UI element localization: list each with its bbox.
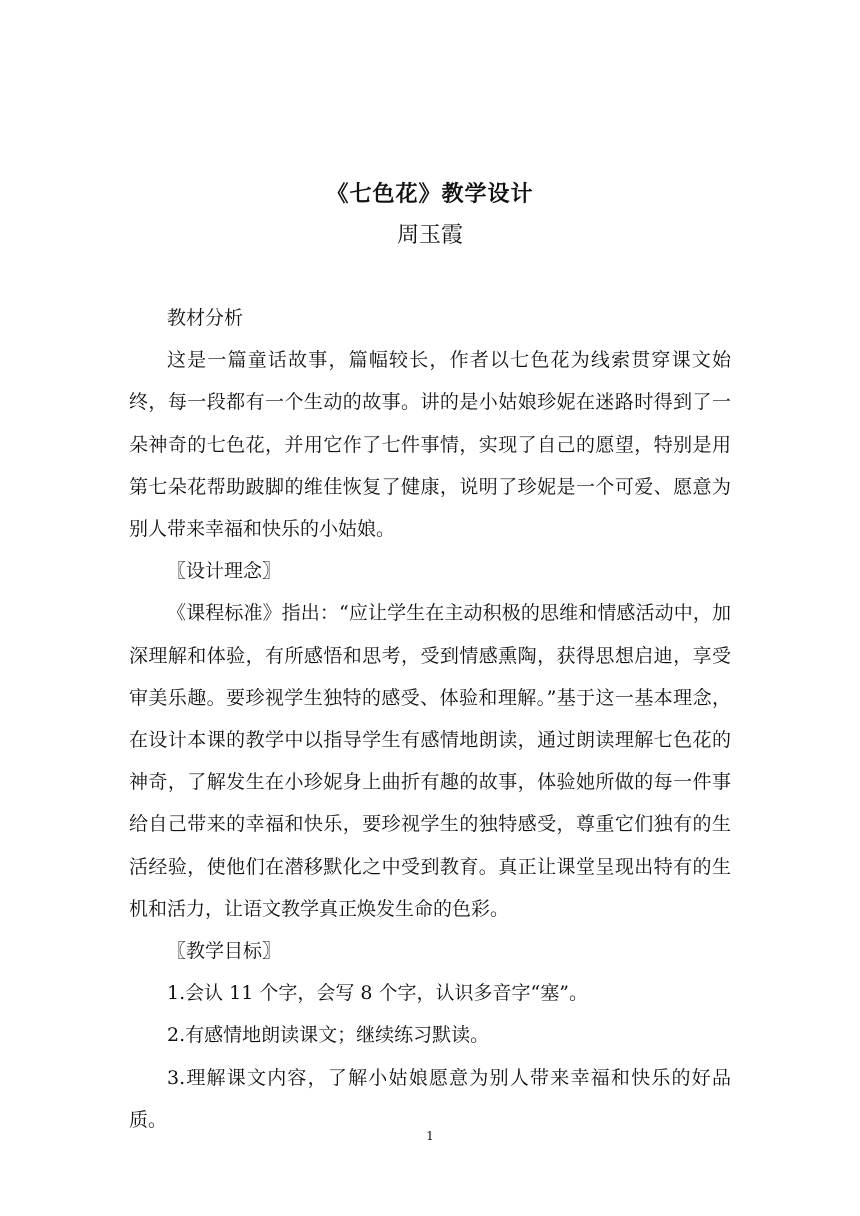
- teaching-goal-item: 3.理解课文内容，了解小姑娘愿意为别人带来幸福和快乐的好品质。: [129, 1066, 731, 1131]
- section-heading-teaching-goals: 〖教学目标〗: [167, 940, 282, 963]
- paragraph-textbook-analysis: 这是一篇童话故事，篇幅较长，作者以七色花为线索贯穿课文始终，每一段都有一个生动的故事。讲的是小姑娘珍妮在迷路时得到了一朵神奇的七色花，并用它作了七件事情，实现了自己的愿望，特别是用第七朵花帮助跛脚的维佳恢复了健康，说明了珍妮是一个可爱、愿意为别人带来幸福和快乐的小姑娘。: [129, 349, 731, 541]
- paragraph-design-concept: 《课程标准》指出：“应让学生在主动积极的思维和情感活动中，加深理解和体验，有所感悟和思考，受到情感熏陶，获得思想启迪，享受审美乐趣。要珍视学生独特的感受、体验和理解。”基于这一基本理念，在设计本课的教学中以指导学生有感情地朗读，通过朗读理解七色花的神奇，了解发生在小珍妮身上曲折有趣的故事，体验她所做的每一件事给自己带来的幸福和快乐，要珍视学生的独特感受，尊重它们独有的生活经验，使他们在潜移默化之中受到教育。真正让课堂呈现出特有的生机和活力，让语文教学真正焕发生命的色彩。: [129, 602, 731, 920]
- section-heading-textbook-analysis: 教材分析: [167, 307, 244, 329]
- teaching-goal-item: 2.有感情地朗读课文；继续练习默读。: [167, 1024, 490, 1047]
- document-author: 周玉霞: [396, 223, 463, 248]
- document-body: [129, 297, 731, 1141]
- page-number: 1: [426, 1129, 434, 1143]
- section-heading-design-concept: 〖设计理念〗: [167, 560, 282, 583]
- teaching-goal-item: 1.会认 11 个字，会写 8 个字，认识多音字“塞”。: [167, 982, 588, 1005]
- document-title: 《七色花》教学设计: [326, 181, 534, 207]
